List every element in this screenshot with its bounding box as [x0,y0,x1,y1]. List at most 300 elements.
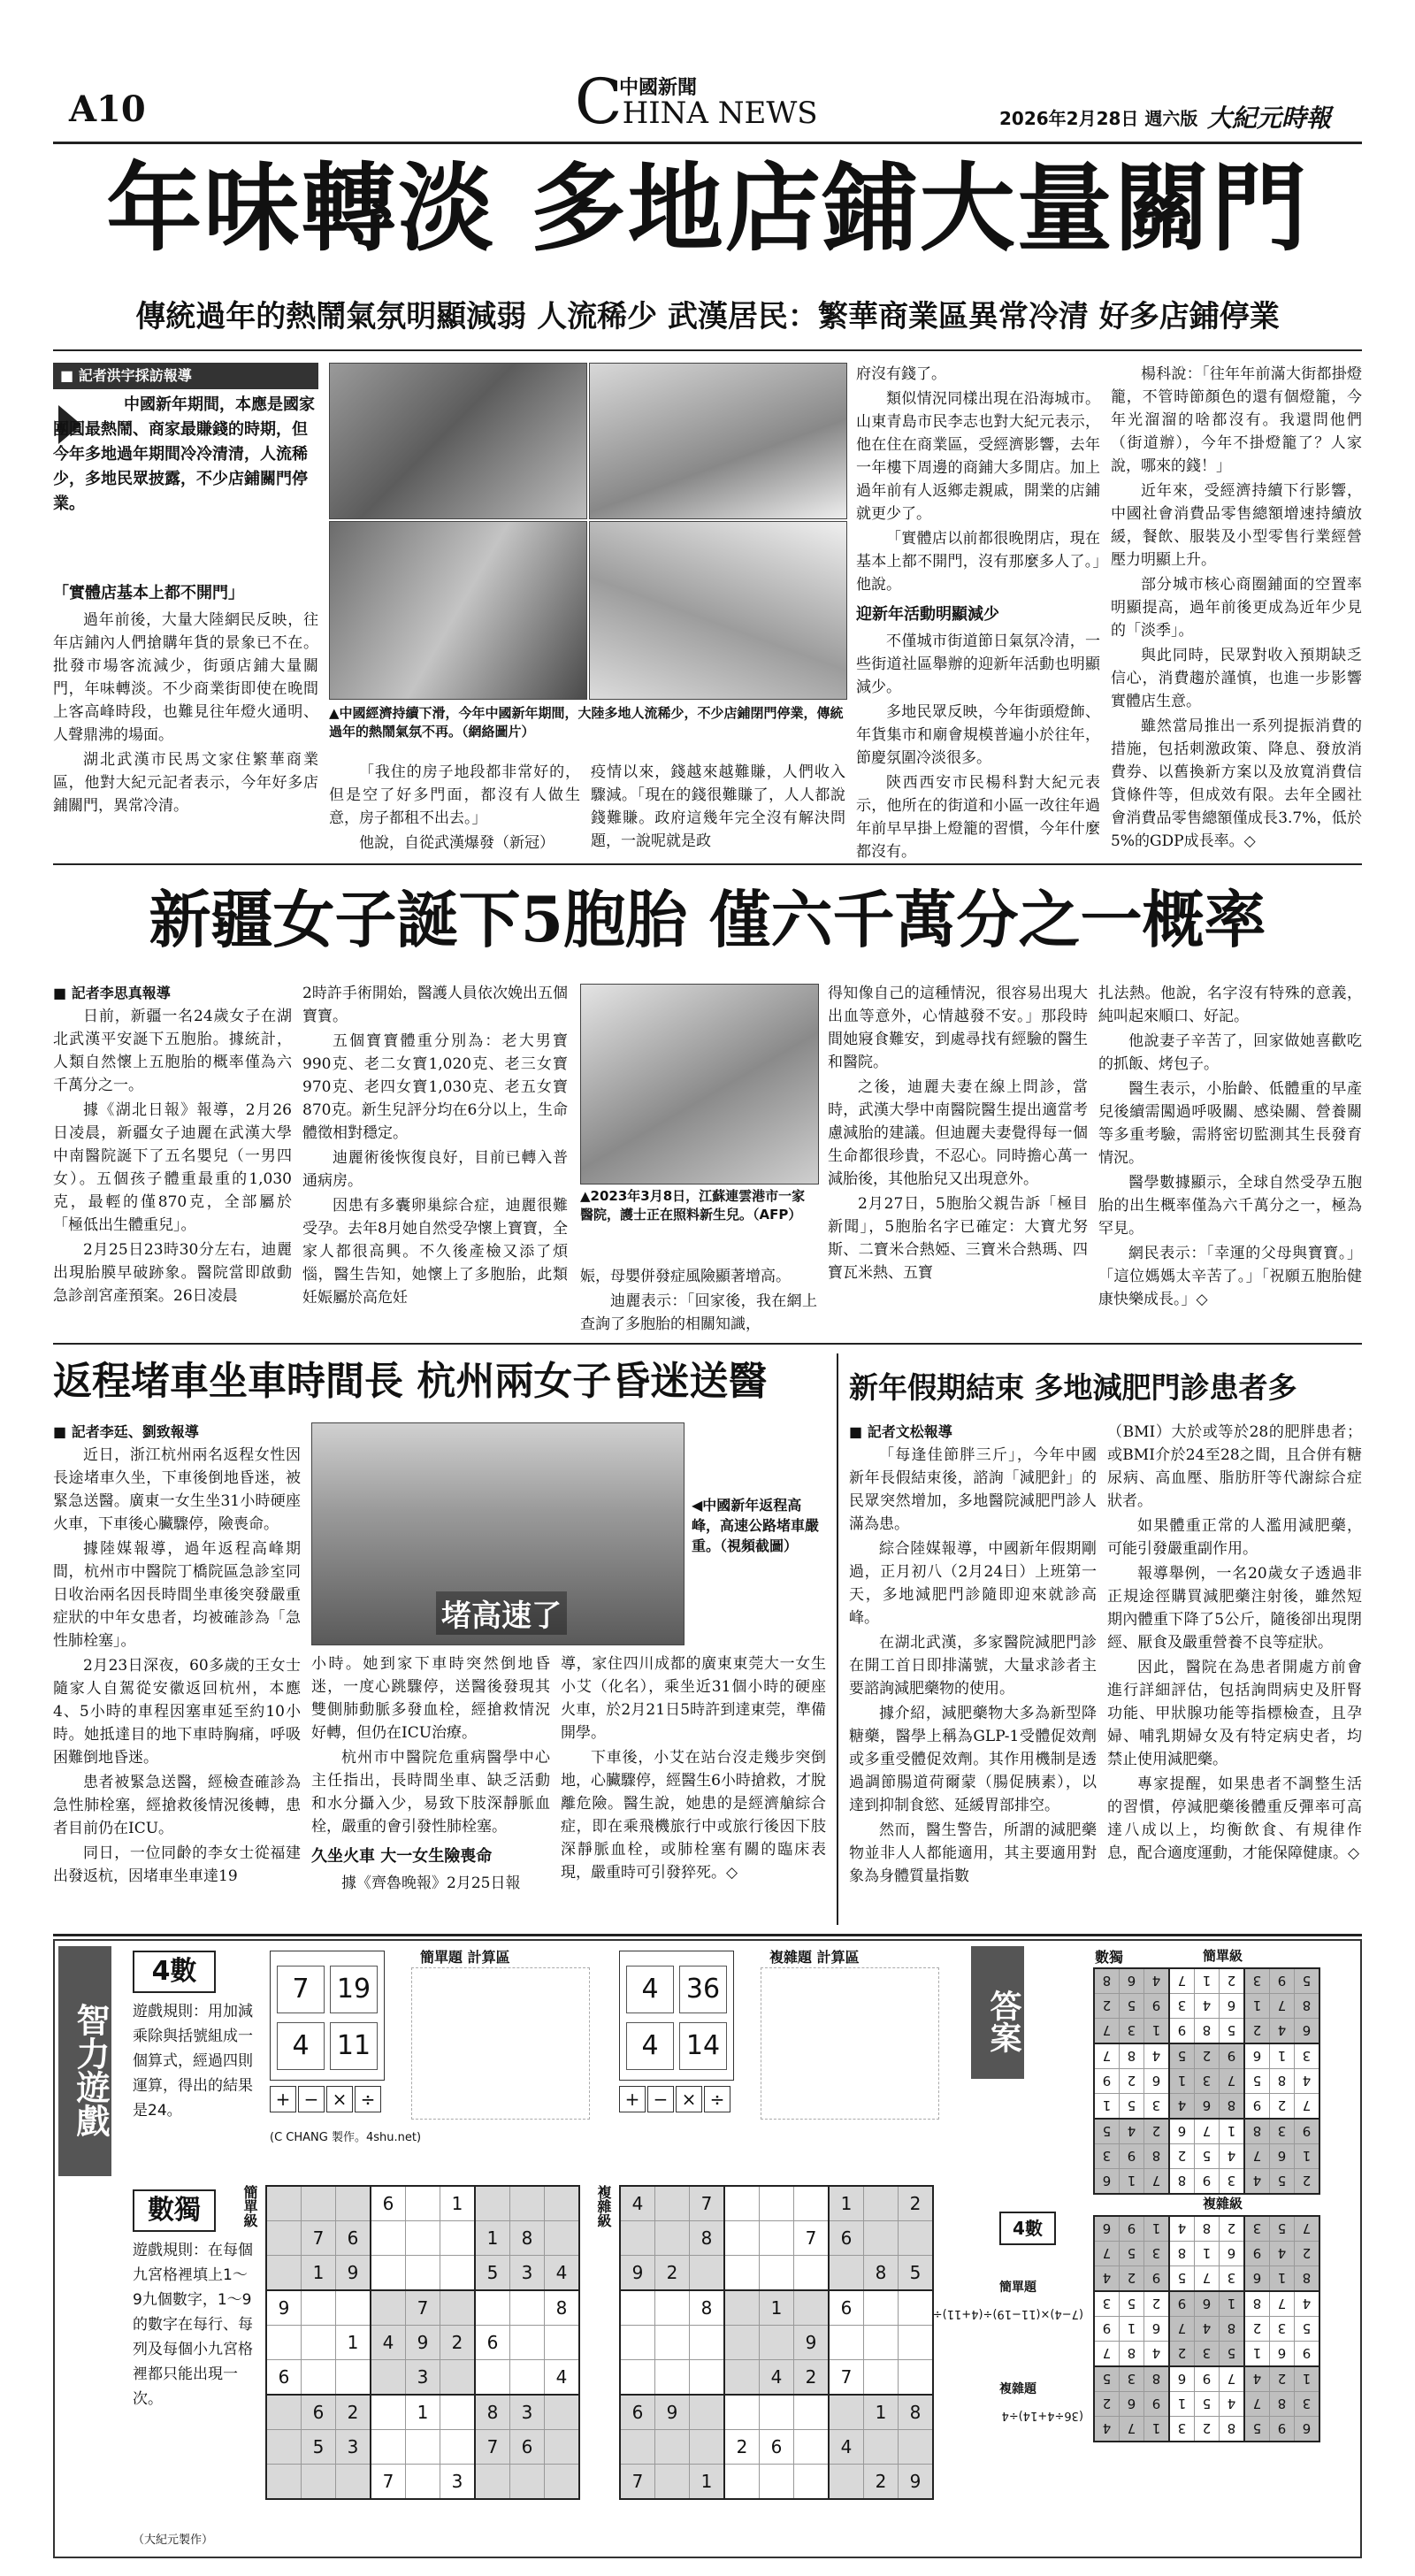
sudoku-easy-cell[interactable]: 1 [440,2186,476,2221]
sudoku-hard-cell[interactable] [760,2186,794,2221]
sudoku-easy-cell[interactable] [302,2326,336,2360]
sudoku-hard-cell[interactable] [690,2326,725,2360]
sudoku-hard-cell[interactable]: 9 [620,2256,655,2291]
sudoku-hard-cell[interactable] [794,2395,830,2430]
sudoku-easy-cell[interactable]: 5 [475,2256,510,2291]
sudoku-hard-cell[interactable] [794,2186,830,2221]
sudoku-easy-cell[interactable]: 3 [336,2430,371,2465]
sudoku-hard-row [620,2326,933,2360]
ans-easy-table [1093,1967,1320,2195]
ans-hard-cell: 4 [1144,2342,1170,2367]
ans-easy-cell: 1 [1270,2043,1295,2069]
four-easy-n4: 11 [330,2022,378,2070]
a2-photo-caption: ▲2023年3月8日，江蘇連雲港市一家醫院，護士正在照料新生兒。（AFP） [580,1188,806,1223]
sudoku-easy-cell[interactable]: 7 [371,2465,406,2500]
sudoku-hard-cell[interactable] [899,2290,934,2326]
sudoku-hard-cell[interactable]: 2 [724,2430,760,2465]
sudoku-hard-cell[interactable] [829,2465,864,2500]
sudoku-easy-cell[interactable]: 6 [510,2430,545,2465]
sudoku-easy-cell[interactable]: 1 [406,2395,440,2430]
ans-easy-cell: 4 [1120,2119,1144,2144]
sudoku-easy-cell[interactable] [440,2256,476,2291]
ans-easy-cell: 1 [1094,2094,1120,2120]
ans-hard-table [1093,2215,1320,2442]
a4-c1-p: 「每逢佳節胖三斤」，今年中國新年長假結束後，諮詢「減肥針」的民眾突然增加，多地醫院減肥門診人滿為患。 [849,1446,1097,1533]
a3-photo-caption: ◀中國新年返程高峰，高速公路堵車嚴重。（視頻截圖） [692,1497,820,1554]
sudoku-hard-cell[interactable] [655,2430,690,2465]
sudoku-hard-cell[interactable] [724,2326,760,2360]
a2-c2-p: 五個寶寶體重分別為：老大男寶990克、老二女寶1,020克、老三女寶970克、老四女寶1,030克、老五女寶870克。新生兒評分均在6分以上，生命體徵相對穩定。 [302,1032,568,1142]
ans-easy-label: 簡單級 [1203,1948,1243,1964]
ans-hard-cell: 2 [1220,2216,1245,2242]
a3-col3 [561,1652,826,1925]
ans-hard-cell: 6 [1094,2216,1120,2242]
times-op: × [326,2086,353,2112]
sudoku-easy-cell[interactable] [302,2186,336,2221]
ans-hard-row [1094,2317,1319,2342]
sudoku-easy-cell[interactable]: 4 [371,2326,406,2360]
ans-hard-cell: 6 [1220,2242,1245,2266]
a2-c5-p: 他說妻子辛苦了，回家做她喜歡吃的抓飯、烤包子。 [1098,1032,1362,1073]
a3-photo-overlay: 堵高速了 [436,1591,567,1635]
sudoku-easy-cell[interactable] [440,2430,476,2465]
ans-hard-cell: 6 [1270,2342,1295,2367]
sudoku-easy-cell[interactable]: 9 [266,2290,302,2326]
sudoku-easy-cell[interactable]: 3 [510,2395,545,2430]
sudoku-easy-label: 簡單級 [241,2185,258,2227]
sudoku-easy-cell[interactable]: 2 [336,2395,371,2430]
ans-easy-cell: 8 [1169,2169,1195,2195]
sudoku-hard-cell[interactable]: 2 [864,2465,899,2500]
ans-hard-row [1094,2417,1319,2442]
sudoku-easy-cell[interactable] [266,2395,302,2430]
sudoku-hard-cell[interactable] [760,2326,794,2360]
sudoku-easy-cell[interactable]: 3 [440,2465,476,2500]
sudoku-easy-cell[interactable] [510,2290,545,2326]
ans-easy-cell: 2 [1094,1994,1120,2019]
sudoku-easy-cell[interactable]: 5 [302,2430,336,2465]
a2-c4-p: 得知像自己的這種情況，很容易出現大出血等意外，心情越發不安。」那段時間她寢食難安，到處尋找有經驗的醫生和醫院。 [828,985,1088,1071]
sudoku-hard-cell[interactable] [864,2326,899,2360]
sudoku-easy-cell[interactable]: 6 [336,2221,371,2256]
a1-reporter [53,363,318,389]
sudoku-hard-cell[interactable] [655,2326,690,2360]
sudoku-hard-cell[interactable] [724,2360,760,2396]
ans-hard-cell: 3 [1144,2242,1170,2266]
sudoku-hard-cell[interactable] [690,2360,725,2396]
ans-easy-cell: 3 [1094,2144,1120,2169]
sudoku-easy-cell[interactable] [336,2465,371,2500]
ans-easy-cell: 8 [1295,1994,1320,2019]
sudoku-easy-cell[interactable]: 9 [336,2256,371,2291]
ans-hard-cell: 7 [1094,2342,1120,2367]
divide-op: ÷ [704,2086,730,2112]
sudoku-easy-cell[interactable] [475,2186,510,2221]
sudoku-hard-cell[interactable]: 8 [899,2395,934,2430]
sudoku-easy-cell[interactable]: 6 [371,2186,406,2221]
sudoku-hard-cell[interactable] [829,2395,864,2430]
sudoku-easy-cell[interactable] [510,2360,545,2396]
ans-easy-row [1094,2144,1319,2169]
sudoku-hard-cell[interactable]: 8 [690,2290,725,2326]
sudoku-hard-cell[interactable]: 6 [620,2395,655,2430]
ans-easy-cell: 9 [1169,2019,1195,2044]
a2-c5-p: 網民表示：「幸運的父母與寶寶。」「這位媽媽太辛苦了。」「祝願五胞胎健康快樂成長。」◇ [1098,1245,1362,1308]
ans-easy-row [1094,2169,1319,2195]
a3-headline: 返程堵車坐車時間長 杭州兩女子昏迷送醫 [53,1359,768,1404]
sudoku-hard-cell[interactable] [864,2221,899,2256]
sudoku-hard-cell[interactable]: 9 [899,2465,934,2500]
ans-hard-cell: 4 [1244,2366,1270,2392]
ans-hard-cell: 4 [1270,2242,1295,2266]
sudoku-easy-cell[interactable] [266,2186,302,2221]
a1-headline: 年味轉淡 多地店鋪大量關門 [106,153,1309,264]
ans-hard-cell: 5 [1120,2291,1144,2317]
ans-easy-cell: 5 [1295,1968,1320,1994]
sudoku-easy-cell[interactable]: 7 [475,2430,510,2465]
a1-c4b-p: 陝西西安市民楊科對大紀元表示，他所在的街道和小區一改往年過年前早早掛上燈籠的習慣，今年什麼都沒有。 [856,774,1100,861]
ans-hard-cell: 5 [1195,2392,1220,2417]
a1-sub1: 「實體店基本上都不開門」 [53,584,244,602]
sudoku-easy-cell[interactable] [266,2465,302,2500]
sudoku-easy-cell[interactable]: 9 [406,2326,440,2360]
sudoku-hard-cell[interactable] [620,2360,655,2396]
sudoku-easy-cell[interactable] [406,2256,440,2291]
sudoku-easy-cell[interactable]: 7 [406,2290,440,2326]
ans-hard-cell: 4 [1220,2392,1245,2417]
sudoku-easy-cell[interactable] [266,2256,302,2291]
sudoku-easy-cell[interactable] [302,2290,336,2326]
sudoku-easy-cell[interactable]: 4 [545,2256,580,2291]
sudoku-hard-cell[interactable] [724,2290,760,2326]
ans-easy-cell: 6 [1270,2144,1295,2169]
sudoku-easy-cell[interactable] [510,2326,545,2360]
a1-c3-p: 疫情以來，錢越來越難賺，人們收入驟減。「現在的錢很難賺了，人人都說錢難賺。政府這幾年完全沒有解決問題，一說呢就是政 [591,763,845,850]
a1-photo-shops [329,521,587,700]
sudoku-easy-cell[interactable] [545,2430,580,2465]
ans-easy-cell: 7 [1094,2019,1120,2044]
sudoku-easy-table [265,2185,580,2500]
sudoku-hard-cell[interactable] [620,2221,655,2256]
ans-hard-cell: 8 [1220,2317,1245,2342]
section-logo-c: C [575,65,623,138]
sudoku-hard-cell[interactable]: 4 [620,2186,655,2221]
sudoku-hard-cell[interactable] [899,2221,934,2256]
sudoku-hard-cell[interactable]: 1 [864,2395,899,2430]
sudoku-easy-cell[interactable] [406,2465,440,2500]
ans-hard-cell: 5 [1169,2266,1195,2292]
sudoku-easy-cell[interactable] [440,2221,476,2256]
ans-easy-cell: 7 [1094,2043,1120,2069]
sudoku-hard-cell[interactable] [655,2465,690,2500]
minus-op: − [647,2086,674,2112]
sudoku-hard-cell[interactable]: 9 [794,2326,830,2360]
sudoku-hard-cell[interactable] [690,2256,725,2291]
sudoku-hard-cell[interactable]: 7 [620,2465,655,2500]
sudoku-hard-cell[interactable] [620,2290,655,2326]
ans-hard-cell: 2 [1144,2291,1170,2317]
sudoku-hard-cell[interactable] [620,2430,655,2465]
ans-easy-cell: 1 [1244,1994,1270,2019]
sudoku-hard-cell[interactable] [724,2256,760,2291]
sudoku-hard-cell[interactable] [864,2186,899,2221]
a1-c2-p: 他說，自從武漢爆發（新冠） [359,834,555,852]
ans-hard-cell: 5 [1094,2366,1120,2392]
sudoku-hard-cell[interactable]: 2 [655,2256,690,2291]
sudoku-easy-cell[interactable]: 7 [302,2221,336,2256]
sudoku-easy-cell[interactable] [475,2360,510,2396]
plus-op: + [619,2086,646,2112]
ans-hard-cell: 6 [1244,2266,1270,2292]
sudoku-easy-cell[interactable] [545,2465,580,2500]
ans-easy-cell: 3 [1195,2069,1220,2094]
sudoku-easy-cell[interactable] [440,2360,476,2396]
sudoku-hard-cell[interactable] [829,2256,864,2291]
sudoku-easy-grid[interactable] [265,2185,580,2500]
sudoku-easy-cell[interactable] [336,2186,371,2221]
sudoku-easy-cell[interactable] [510,2465,545,2500]
sudoku-easy-cell[interactable] [440,2395,476,2430]
sudoku-hard-cell[interactable]: 8 [864,2256,899,2291]
section-logo-rest: HINA NEWS [622,96,818,131]
ans-easy-cell: 6 [1195,2094,1220,2120]
ans-easy-cell: 2 [1270,2094,1295,2120]
a1-c5-p: 近年來，受經濟持續下行影響，中國社會消費品零售總額增速持續放緩，餐飲、服裝及小型零售行業經營壓力明顯上升。 [1111,482,1362,569]
sudoku-easy-cell[interactable] [266,2326,302,2360]
sudoku-hard-cell[interactable]: 1 [829,2186,864,2221]
sudoku-hard-cell[interactable]: 2 [794,2360,830,2396]
sudoku-hard-cell[interactable] [655,2186,690,2221]
sudoku-hard-grid[interactable] [619,2185,934,2500]
sudoku-hard-cell[interactable]: 4 [829,2430,864,2465]
sudoku-easy-cell[interactable] [406,2221,440,2256]
sudoku-easy-cell[interactable]: 8 [475,2395,510,2430]
sudoku-easy-cell[interactable] [510,2186,545,2221]
ans-easy-cell: 5 [1120,1994,1144,2019]
a4-c2-p: 因此，醫院在為患者開處方前會進行詳細評估，包括詢問病史及肝腎功能、甲狀腺功能等指標檢查，且孕婦、哺乳期婦女及有特定病史者，均禁止使用減肥藥。 [1107,1659,1362,1768]
ans-hard-row [1094,2366,1319,2392]
a4-c1-p: 在湖北武漢，多家醫院減肥門診在開工首日即排滿號，大量求診者主要諮詢減肥藥物的使用。 [849,1634,1097,1698]
ans-easy-row [1094,2043,1319,2069]
sudoku-easy-cell[interactable]: 8 [510,2221,545,2256]
four-easy-n3: 4 [277,2022,325,2070]
a2-photo-newborn [580,984,819,1184]
sudoku-easy-cell[interactable] [266,2221,302,2256]
sudoku-hard-cell[interactable] [864,2430,899,2465]
sudoku-easy-row [266,2221,579,2256]
ans-hard-cell: 6 [1120,2392,1144,2417]
sudoku-easy-cell[interactable] [371,2221,406,2256]
sudoku-hard-cell[interactable] [864,2290,899,2326]
ans-hard-cell: 4 [1094,2266,1120,2292]
sudoku-easy-cell[interactable] [475,2290,510,2326]
sudoku-hard-cell[interactable] [724,2465,760,2500]
sudoku-hard-cell[interactable] [655,2360,690,2396]
sudoku-easy-cell[interactable] [545,2395,580,2430]
sudoku-hard-cell[interactable]: 9 [655,2395,690,2430]
ans-hard-cell: 8 [1244,2291,1270,2317]
ans-easy-cell: 6 [1244,2043,1270,2069]
sudoku-easy-cell[interactable]: 3 [406,2360,440,2396]
sudoku-hard-cell[interactable]: 4 [760,2360,794,2396]
ans-hard-row [1094,2392,1319,2417]
sudoku-easy-cell[interactable] [371,2360,406,2396]
ans-easy-cell: 6 [1120,1968,1144,1994]
a2-col2 [302,982,568,1336]
sudoku-hard-cell[interactable] [655,2221,690,2256]
sudoku-hard-cell[interactable] [760,2465,794,2500]
a1-col4 [856,363,1100,861]
sudoku-hard-cell[interactable] [724,2186,760,2221]
sudoku-hard-cell[interactable]: 7 [829,2360,864,2396]
sudoku-hard-cell[interactable] [690,2430,725,2465]
sudoku-easy-cell[interactable] [302,2465,336,2500]
sudoku-hard-cell[interactable]: 6 [760,2430,794,2465]
sudoku-hard-cell[interactable] [760,2395,794,2430]
sudoku-easy-cell[interactable] [336,2360,371,2396]
ans-easy-cell: 2 [1220,1968,1245,1994]
sudoku-hard-cell[interactable]: 6 [829,2221,864,2256]
plus-op: + [270,2086,296,2112]
sudoku-easy-cell[interactable]: 2 [440,2326,476,2360]
ans-hard-cell: 1 [1220,2291,1245,2317]
sudoku-easy-cell[interactable]: 8 [545,2290,580,2326]
sudoku-easy-cell[interactable] [545,2186,580,2221]
ans-hard-cell: 3 [1270,2317,1295,2342]
sudoku-easy-cell[interactable]: 3 [510,2256,545,2291]
ans-hard-cell: 3 [1244,2216,1270,2242]
sudoku-hard-cell[interactable] [829,2326,864,2360]
ans-easy-cell: 4 [1295,2069,1320,2094]
sudoku-hard-cell[interactable] [760,2221,794,2256]
a2-c3-p: 迪麗表示：「回家後，我在網上查詢了多胞胎的相關知識， [580,1292,817,1333]
a1-lead-box [53,393,318,570]
a3-c2b-p: 據《齊魯晚報》2月25日報 [341,1874,521,1892]
sudoku-hard-cell[interactable]: 8 [690,2221,725,2256]
sudoku-hard-cell[interactable] [620,2326,655,2360]
a1-lead: 中國新年期間，本應是國家團圓最熱鬧、商家最賺錢的時期，但今年多地過年期間冷冷清清，人流稀少，多地民眾披露，不少店鋪關門停業。 [53,395,315,513]
sudoku-hard-cell[interactable] [724,2395,760,2430]
ans-easy-cell: 3 [1270,2119,1295,2144]
four-hard-work-area[interactable] [761,1967,939,2120]
a2-col3 [580,1265,817,1336]
ans-hard-cell: 9 [1169,2291,1195,2317]
games-top-rule [53,1934,1362,1936]
a1-c4-p: 「實體店以前都很晚閉店，現在基本上都不開門，沒有那麼多人了。」他說。 [856,530,1100,594]
sudoku-hard-cell[interactable] [794,2430,830,2465]
ans-hard-cell: 8 [1120,2342,1144,2367]
a3-reporter: ■ 記者李廷、劉致報導 [53,1423,199,1440]
sudoku-hard-cell[interactable] [690,2395,725,2430]
sudoku-hard-cell[interactable] [794,2465,830,2500]
sudoku-hard-cell[interactable] [899,2326,934,2360]
sudoku-hard-cell[interactable] [655,2290,690,2326]
sudoku-easy-cell[interactable] [302,2360,336,2396]
four-easy-work-area[interactable] [411,1967,590,2120]
ans-easy-cell: 4 [1244,2169,1270,2195]
sudoku-easy-cell[interactable]: 1 [302,2256,336,2291]
sudoku-easy-cell[interactable] [440,2290,476,2326]
four-hard-ops [619,2086,732,2112]
sudoku-easy-cell[interactable]: 1 [336,2326,371,2360]
sudoku-easy-row [266,2430,579,2465]
sudoku-easy-cell[interactable]: 6 [302,2395,336,2430]
a3-photo-traffic [311,1422,685,1645]
ans-easy-cell: 3 [1144,2094,1170,2120]
a2-col1 [53,982,292,1336]
four-hard-area [619,1946,955,2158]
sudoku-easy-cell[interactable]: 1 [475,2221,510,2256]
sudoku-hard-cell[interactable] [794,2290,830,2326]
a1-reporter-text: ■ 記者洪宇採訪報導 [60,367,192,384]
four-hard-n4: 14 [679,2022,727,2070]
times-op: × [676,2086,702,2112]
ans-hard-cell: 6 [1295,2417,1320,2442]
sudoku-hard-cell[interactable]: 2 [899,2186,934,2221]
sudoku-hard-row [620,2360,933,2396]
sudoku-easy-cell[interactable] [475,2465,510,2500]
sudoku-easy-cell[interactable] [371,2256,406,2291]
sudoku-easy-cell[interactable] [371,2395,406,2430]
sudoku-hard-cell[interactable] [899,2430,934,2465]
ans-hard-cell: 3 [1220,2266,1245,2292]
a1-col5 [1111,363,1362,849]
sudoku-hard-cell[interactable]: 7 [794,2221,830,2256]
sudoku-hard-cell[interactable]: 5 [899,2256,934,2291]
sudoku-easy-cell[interactable] [371,2290,406,2326]
ans-easy-row [1094,2019,1319,2044]
sudoku-easy-cell[interactable] [406,2430,440,2465]
a2-c3-p: 娠，母嬰併發症風險顯著增高。 [580,1268,791,1285]
a2-c1-p: 日前，新疆一名24歲女子在湖北武漢平安誕下五胞胎。據統計，人類自然懷上五胞胎的概率僅為六千萬分之一。 [53,1008,292,1094]
ans-easy-cell: 1 [1295,2144,1320,2169]
sudoku-hard-cell[interactable] [794,2256,830,2291]
sudoku-title: 數獨 [133,2189,216,2232]
header-rule [53,142,1362,144]
sudoku-easy-cell[interactable]: 6 [266,2360,302,2396]
ans-hard-cell: 1 [1270,2266,1295,2292]
ans-hard-cell: 9 [1244,2242,1270,2266]
four-rules: 遊戲規則：用加減乘除與括號組成一個算式，經過四則運算，得出的結果是24。 [133,2003,253,2120]
sudoku-hard-cell[interactable] [724,2221,760,2256]
sudoku-hard-cell[interactable] [899,2360,934,2396]
ans-hard-cell: 8 [1169,2242,1195,2266]
sudoku-easy-cell[interactable] [545,2221,580,2256]
sudoku-hard-cell[interactable] [760,2256,794,2291]
a3-c3-p: 導，家住四川成都的廣東東莞大一女生小艾（化名），乘坐近31個小時的硬座火車，於2月21日5時許到達東莞，準備開學。 [561,1655,826,1742]
sudoku-easy-cell[interactable] [336,2290,371,2326]
sudoku-easy-cell[interactable] [406,2186,440,2221]
a2-headline: 新疆女子誕下5胞胎 僅六千萬分之一概率 [149,883,1266,956]
ans-hard-cell: 3 [1120,2366,1144,2392]
sudoku-hard-cell[interactable]: 7 [690,2186,725,2221]
sudoku-hard-cell[interactable]: 1 [760,2290,794,2326]
a1-photo-mall [589,363,847,519]
sudoku-easy-cell[interactable] [545,2326,580,2360]
sudoku-hard-cell[interactable] [864,2360,899,2396]
a2-c4-p: 2月27日，5胞胎父親告訴「極目新聞」，5胞胎名字已確定：大寶尤努斯、二寶米合熱婭、三寶米合熱瑪、四寶瓦米熱、五寶 [828,1195,1088,1282]
sudoku-easy-cell[interactable]: 6 [475,2326,510,2360]
sudoku-easy-cell[interactable]: 4 [545,2360,580,2396]
ans-easy-cell: 1 [1195,1968,1220,1994]
sudoku-easy-cell[interactable] [371,2430,406,2465]
sudoku-hard-cell[interactable]: 1 [690,2465,725,2500]
sudoku-easy-cell[interactable] [266,2430,302,2465]
sudoku-rules: 遊戲規則：在每個九宮格裡填上1～9九個數字，1～9的數字在每行、每列及每個小九宮格裡都只能出現一次。 [133,2242,253,2408]
ans-easy-cell: 7 [1144,2169,1170,2195]
sudoku-hard-cell[interactable]: 6 [829,2290,864,2326]
a1-c5-p: 楊科說：「往年年前滿大街都掛燈籠，不管時節顏色的還有個燈籠，今年光溜溜的啥都沒有。我還問他們（街道辦），今年不掛燈籠了？人家說，哪來的錢！」 [1111,365,1362,475]
